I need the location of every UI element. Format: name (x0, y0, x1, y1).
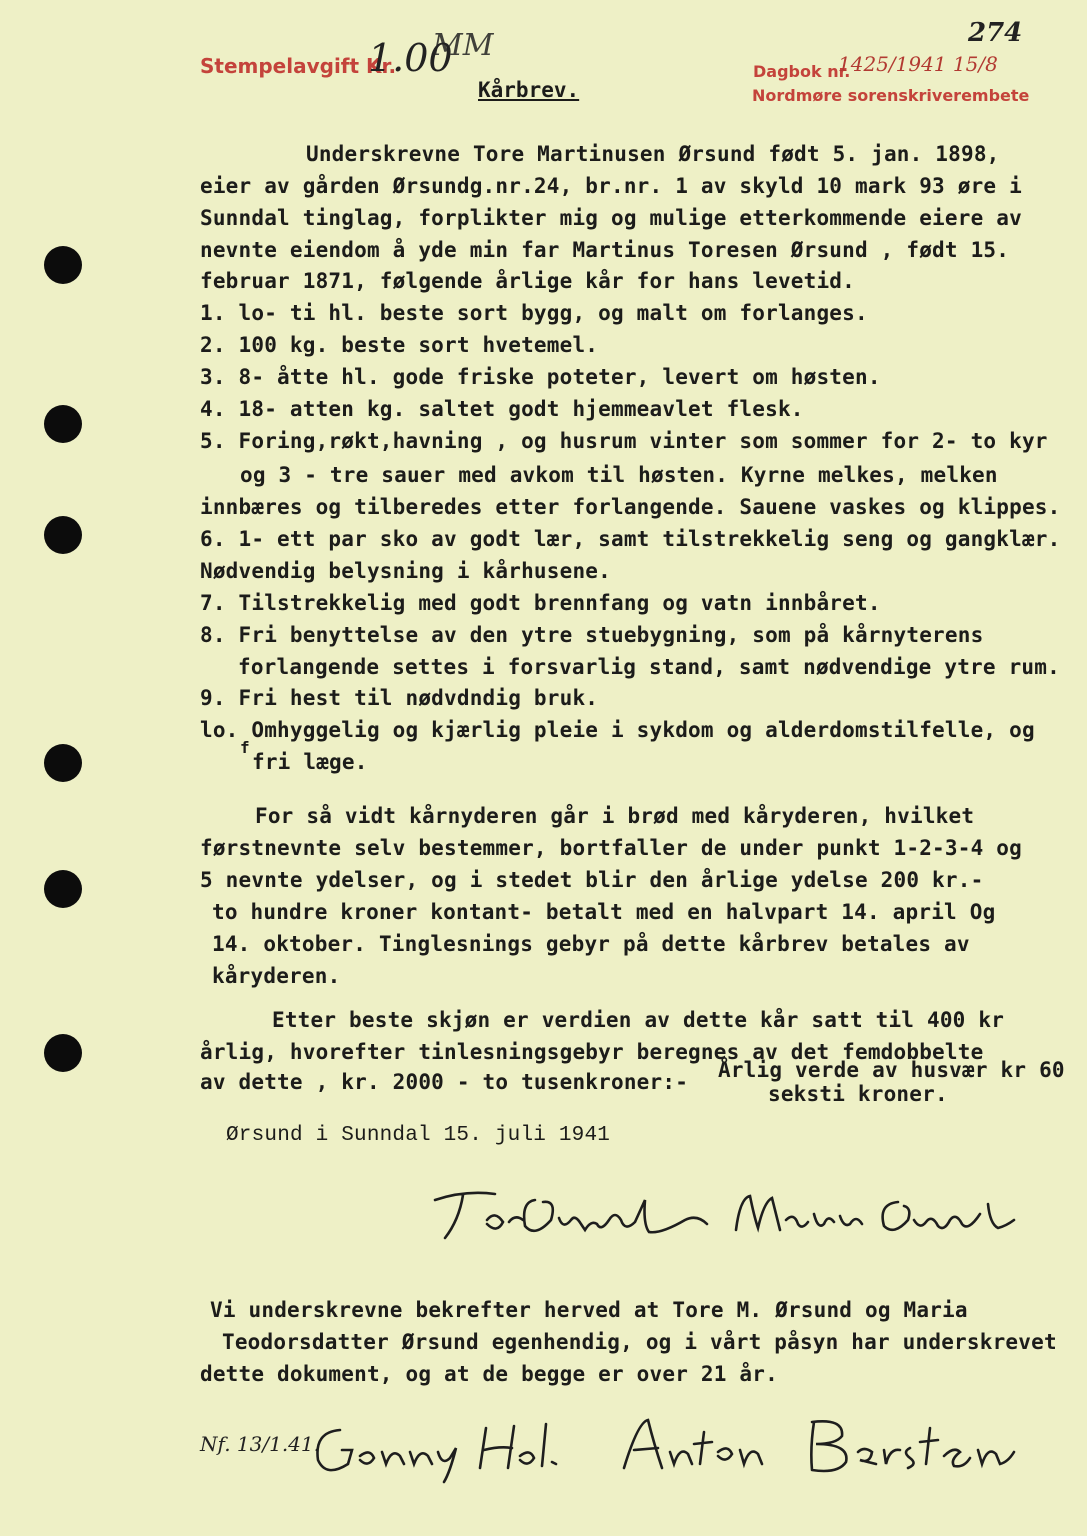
text-line: kåryderen. (212, 964, 341, 988)
text-line: Vi underskrevne bekrefter herved at Tore M. Ørsund og Maria (210, 1298, 968, 1322)
dagbok-value: 1425/1941 15/8 (838, 52, 998, 76)
text-line: 8. Fri benyttelse av den ytre stuebygning, som på kårnyterens (200, 623, 984, 647)
text-line: Etter beste skjøn er verdien av dette kår satt til 400 kr (272, 1008, 1005, 1032)
text-line: For så vidt kårnyderen går i brød med kåryderen, hvilket (255, 804, 975, 828)
text-line: Underskrevne Tore Martinusen Ørsund født 5. jan. 1898, (306, 142, 1000, 166)
text-line: 5. Foring,røkt,havning , og husrum vinter som sommer for 2- to kyr (200, 429, 1048, 453)
punch-hole (44, 870, 82, 908)
text-line: 4. 18- atten kg. saltet godt hjemmeavlet flesk. (200, 397, 804, 421)
text-line: februar 1871, følgende årlige kår for hans levetid. (200, 269, 855, 293)
text-line: av dette , kr. 2000 - to tusenkroner:- (200, 1070, 689, 1094)
punch-hole (44, 516, 82, 554)
punch-hole (44, 744, 82, 782)
text-line: Sunndal tinglag, forplikter mig og mulige etterkommende eiere av (200, 206, 1022, 230)
text-line: 2. 100 kg. beste sort hvetemel. (200, 333, 599, 357)
text-line: Nødvendig belysning i kårhusene. (200, 559, 611, 583)
text-line: innbæres og tilberedes etter forlangende. Sauene vaskes og klippes. (200, 495, 1061, 519)
insert-mark: f (240, 738, 250, 757)
text-line: 5 nevnte ydelser, og i stedet blir den årlige ydelse 200 kr.- (200, 868, 984, 892)
text-line: seksti kroner. (768, 1082, 948, 1106)
text-line: 3. 8- åtte hl. gode friske poteter, levert om høsten. (200, 365, 881, 389)
text-line: og 3 - tre sauer med avkom til høsten. Kyrne melkes, melken (240, 463, 998, 487)
text-line: to hundre kroner kontant- betalt med en halvpart 14. april Og (212, 900, 996, 924)
signature-tore (425, 1180, 715, 1250)
text-line: 14. oktober. Tinglesnings gebyr på dette kårbrev betales av (212, 932, 970, 956)
punch-hole (44, 405, 82, 443)
text-line: nevnte eiendom å yde min far Martinus Toresen Ørsund , født 15. (200, 238, 1010, 262)
signature-witness-anton (614, 1408, 1034, 1488)
dagbok-label: Dagbok nr. (753, 62, 851, 81)
text-line: Teodorsdatter Ørsund egenhendig, og i vårt påsyn har underskrevet (222, 1330, 1057, 1354)
text-line: 1. lo- ti hl. beste sort bygg, og malt om forlanges. (200, 301, 868, 325)
text-line: forlangende settes i forsvarlig stand, samt nødvendige ytre rum. (238, 655, 1060, 679)
text-line: eier av gården Ørsundg.nr.24, br.nr. 1 av skyld 10 mark 93 øre i (200, 174, 1022, 198)
text-line: 7. Tilstrekkelig med godt brennfang og vatn innbåret. (200, 591, 881, 615)
punch-hole (44, 1034, 82, 1072)
text-line: Årlig verde av husvær kr 60 (718, 1058, 1065, 1082)
text-line: årlig, hvorefter tinlesningsgebyr beregnes av det femdobbelte (200, 1040, 984, 1064)
page-number: 274 (968, 18, 1023, 48)
fee-stamp-label: Stempelavgift Kr. (200, 54, 397, 78)
document-title: Kårbrev. (478, 78, 580, 102)
text-line: fri læge. (252, 750, 368, 774)
signature-maria (728, 1184, 1018, 1244)
signature-witness-genny (300, 1412, 600, 1492)
punch-hole (44, 246, 82, 284)
fee-stamp-initials: MM (432, 28, 494, 63)
margin-note: Nf. 13/1.41. (200, 1432, 320, 1456)
text-line: førstnevnte selv bestemmer, bortfaller de under punkt 1-2-3-4 og (200, 836, 1022, 860)
text-line: dette dokument, og at de begge er over 21 år. (200, 1362, 778, 1386)
office-stamp: Nordmøre sorenskriverembete (752, 86, 1030, 105)
text-line: 6. 1- ett par sko av godt lær, samt tilstrekkelig seng og gangklær. (200, 527, 1061, 551)
fee-stamp-value: 1.00 (368, 36, 453, 80)
text-line: lo. Omhyggelig og kjærlig pleie i sykdom og alderdomstilfelle, og (200, 718, 1035, 742)
text-line: 9. Fri hest til nødvdndig bruk. (200, 686, 599, 710)
date-line: Ørsund i Sunndal 15. juli 1941 (226, 1124, 611, 1147)
